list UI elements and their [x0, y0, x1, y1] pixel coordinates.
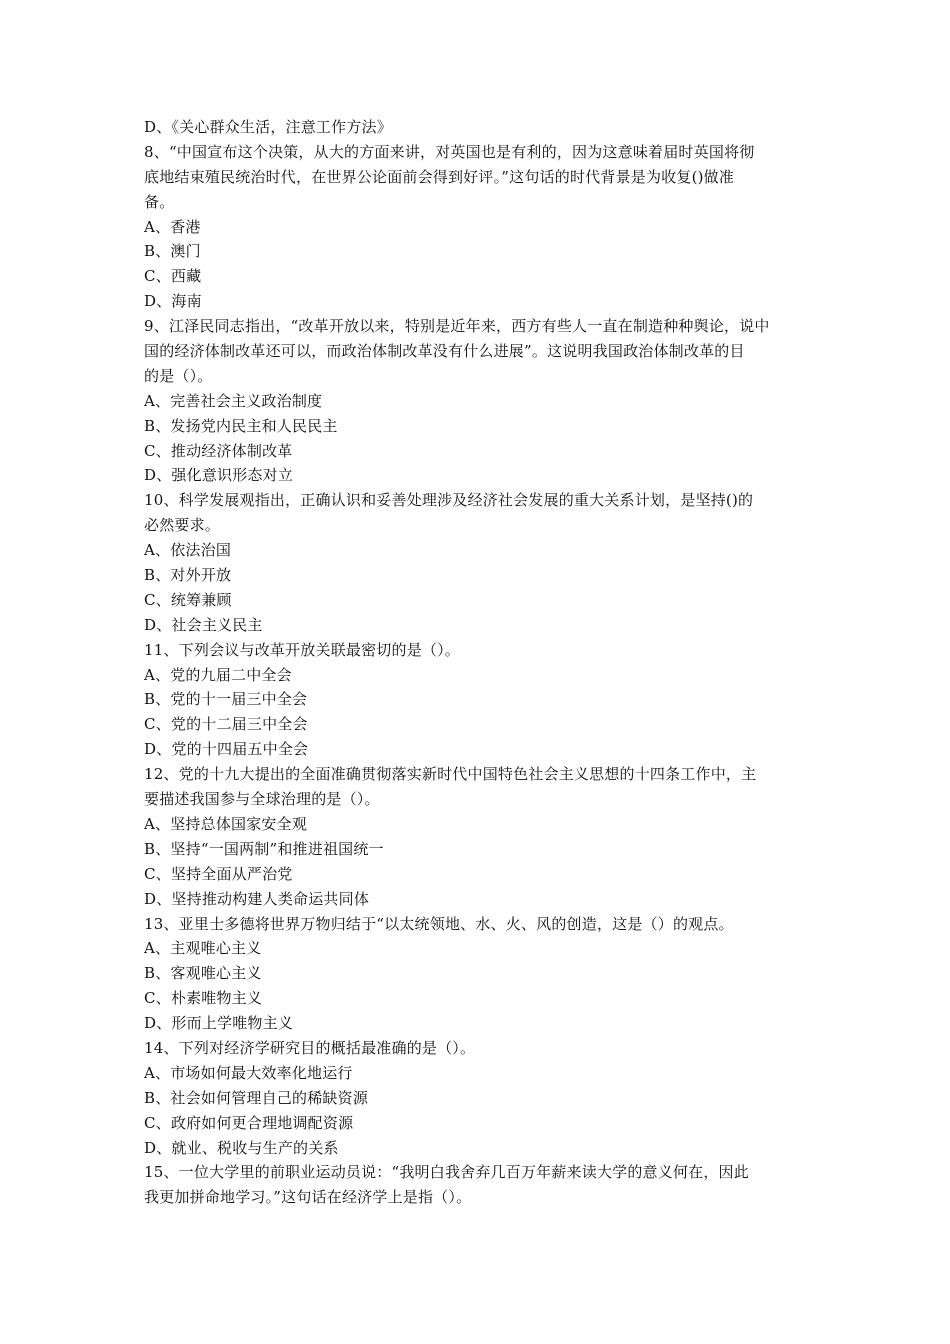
text-line: 的是（）。	[144, 366, 213, 385]
text-line: 8、“中国宣布这个决策，从大的方面来讲，对英国也是有利的，因为这意味着届时英国将彻	[144, 142, 755, 161]
text-line: C、统筹兼顾	[144, 590, 232, 609]
text-line: D、坚持推动构建人类命运共同体	[144, 889, 370, 908]
text-line: B、对外开放	[144, 566, 232, 585]
text-line: A、主观唯心主义	[144, 939, 262, 958]
text-line: D、海南	[144, 292, 202, 311]
text-line: 13、亚里士多德将世界万物归结于“以太统领地、水、火、风的创造，这是（）的观点。	[144, 914, 734, 933]
text-line: 15、一位大学里的前职业运动员说：“我明白我舍弃几百万年薪来读大学的意义何在，因此	[144, 1163, 749, 1182]
text-line: C、政府如何更合理地调配资源	[144, 1113, 354, 1132]
text-line: 我更加拼命地学习。”这句话在经济学上是指（）。	[144, 1188, 472, 1207]
text-line: 要描述我国参与全球治理的是（）。	[144, 790, 380, 809]
text-line: A、市场如何最大效率化地运行	[144, 1063, 353, 1082]
text-line: 国的经济体制改革还可以，而政治体制改革没有什么进展”。这说明我国政治体制改革的目	[144, 342, 745, 361]
text-line: B、社会如何管理自己的稀缺资源	[144, 1088, 369, 1107]
text-line: B、坚持“一国两制”和推进祖国统一	[144, 839, 384, 858]
text-line: 9、江泽民同志指出，“改革开放以来，特别是近年来，西方有些人一直在制造种种舆论，说中	[144, 317, 770, 336]
text-line: C、坚持全面从严治党	[144, 864, 293, 883]
text-line: D、就业、税收与生产的关系	[144, 1138, 339, 1157]
text-line: D、形而上学唯物主义	[144, 1014, 294, 1033]
text-line: D、强化意识形态对立	[144, 466, 294, 485]
text-line: 11、下列会议与改革开放关联最密切的是（）。	[144, 640, 460, 659]
text-line: 10、科学发展观指出，正确认识和妥善处理涉及经济社会发展的重大关系计划，是坚持()的	[144, 491, 754, 510]
text-line: B、澳门	[144, 242, 201, 261]
text-line: C、推动经济体制改革	[144, 441, 293, 460]
text-line: 14、下列对经济学研究目的概括最准确的是（）。	[144, 1038, 476, 1057]
text-line: D、党的十四届五中全会	[144, 740, 309, 759]
text-line: A、香港	[144, 217, 201, 236]
text-line: B、客观唯心主义	[144, 964, 262, 983]
text-line: C、朴素唯物主义	[144, 989, 263, 1008]
text-line: A、坚持总体国家安全观	[144, 814, 308, 833]
text-line: A、党的九届二中全会	[144, 665, 292, 684]
text-line: B、党的十一届三中全会	[144, 690, 308, 709]
text-line: C、党的十二届三中全会	[144, 715, 308, 734]
text-line: D、社会主义民主	[144, 615, 263, 634]
text-line: 必然要求。	[144, 516, 221, 535]
text-line: 备。	[144, 192, 175, 211]
text-line: B、发扬党内民主和人民民主	[144, 416, 338, 435]
document-page	[144, 115, 810, 1210]
text-line: 底地结束殖民统治时代，在世界公论面前会得到好评。”这句话的时代背景是为收复()做准	[144, 167, 735, 186]
text-line: D、《关心群众生活，注意工作方法》	[144, 118, 392, 136]
text-line: A、依法治国	[144, 541, 232, 560]
text-line: C、西藏	[144, 267, 202, 286]
text-line: 12、党的十九大提出的全面准确贯彻落实新时代中国特色社会主义思想的十四条工作中，主	[144, 765, 757, 784]
text-line: A、完善社会主义政治制度	[144, 391, 323, 410]
